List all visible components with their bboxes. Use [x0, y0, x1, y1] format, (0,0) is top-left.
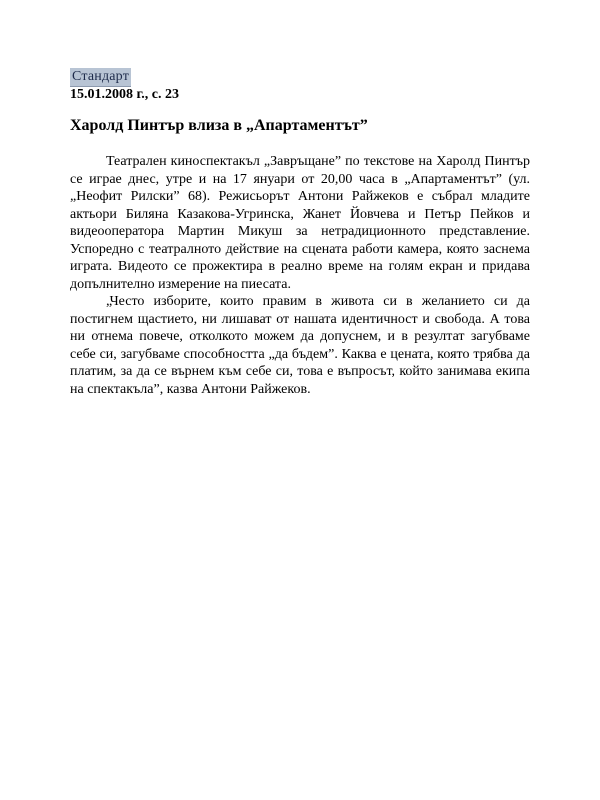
- article-paragraph: Театрален киноспектакъл „Завръщане” по текстове на Харолд Пинтър се играе днес, утре и на 17 януари от 20,00 часа в „Апартаментът” (ул. „Неофит Рилски” 68). Режисьорът Антони Райжеков е събрал младите актьори Биляна Казакова-Угринска, Жанет Йовчева и Петър Пейков и видеооператора Мартин Микуш за нетрадиционното представление. Успоредно с театралното действие на сцената работи камера, която заснема играта. Видеото се прожектира в реално време на голям екран и придава допълнително измерение на пиесата.: [70, 154, 530, 292]
- publication-logo: Стандарт: [70, 68, 131, 87]
- article-body: [70, 153, 530, 398]
- article-headline: Харолд Пинтър влиза в „Апартаментът”: [70, 117, 368, 134]
- article-paragraph: „Често изборите, които правим в живота си в желанието си да постигнем щастието, ни лишават от нашата идентичност и свобода. А това ни отнема повече, отколкото можем да допуснем, и в резултат загубваме себе си, загубваме способността „да бъдем”. Каква е цената, която трябва да платим, за да се върнем към себе си, това е въпросът, който занимава екипа на спектакъла”, казва Антони Райжеков.: [70, 294, 530, 397]
- publication-date-page: 15.01.2008 г., с. 23: [70, 87, 179, 102]
